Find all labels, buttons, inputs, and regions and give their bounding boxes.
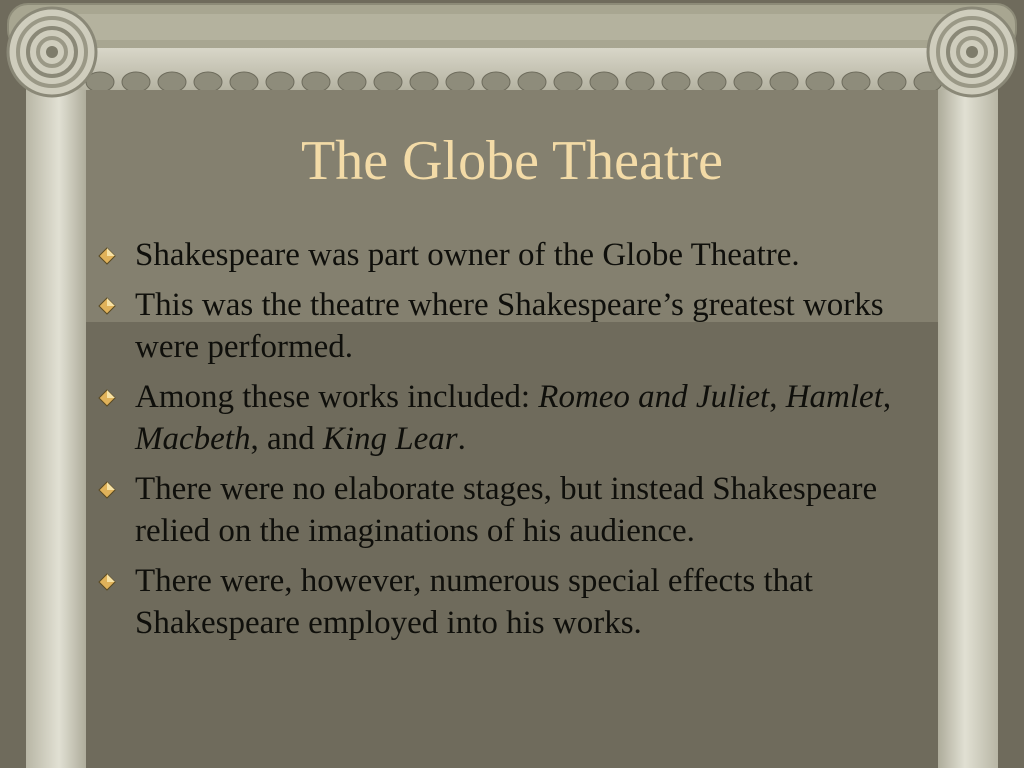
bullet-item: [96, 234, 946, 276]
left-scroll-ornament: [8, 8, 96, 96]
left-column: [26, 60, 86, 768]
bullet-list: [96, 234, 946, 652]
bullet-item: [96, 560, 946, 644]
bullet-text: This was the theatre where Shakespeare’s greatest works were performed.: [135, 287, 884, 365]
bullet-item: [96, 468, 946, 552]
bullet-text: ,: [769, 379, 786, 415]
bullet-text: ,: [882, 379, 892, 415]
diamond-bullet-icon: [98, 247, 116, 265]
bullet-text: Shakespeare was part owner of the Globe Theatre.: [135, 237, 800, 273]
bullet-text: There were no elaborate stages, but instead Shakespeare relied on the imaginations of his audience.: [135, 471, 878, 549]
work-title: Hamlet: [785, 379, 883, 415]
diamond-bullet-icon: [98, 297, 116, 315]
bullet-text: , and: [250, 421, 323, 457]
diamond-bullet-icon: [98, 481, 116, 499]
bullet-text: Among these works included:: [135, 379, 539, 415]
work-title: Romeo and Juliet: [538, 379, 770, 415]
diamond-bullet-icon: [98, 573, 116, 591]
right-scroll-ornament: [928, 8, 1016, 96]
bullet-text: There were, however, numerous special effects that Shakespeare employed into his works.: [135, 563, 813, 641]
slide-title: The Globe Theatre: [301, 130, 723, 192]
work-title: King Lear: [322, 421, 458, 457]
bullet-item: [96, 284, 946, 368]
bullet-text: .: [457, 421, 466, 457]
work-title: Macbeth: [135, 421, 251, 457]
bullet-item: [96, 376, 946, 460]
right-column: [938, 60, 998, 768]
diamond-bullet-icon: [98, 389, 116, 407]
